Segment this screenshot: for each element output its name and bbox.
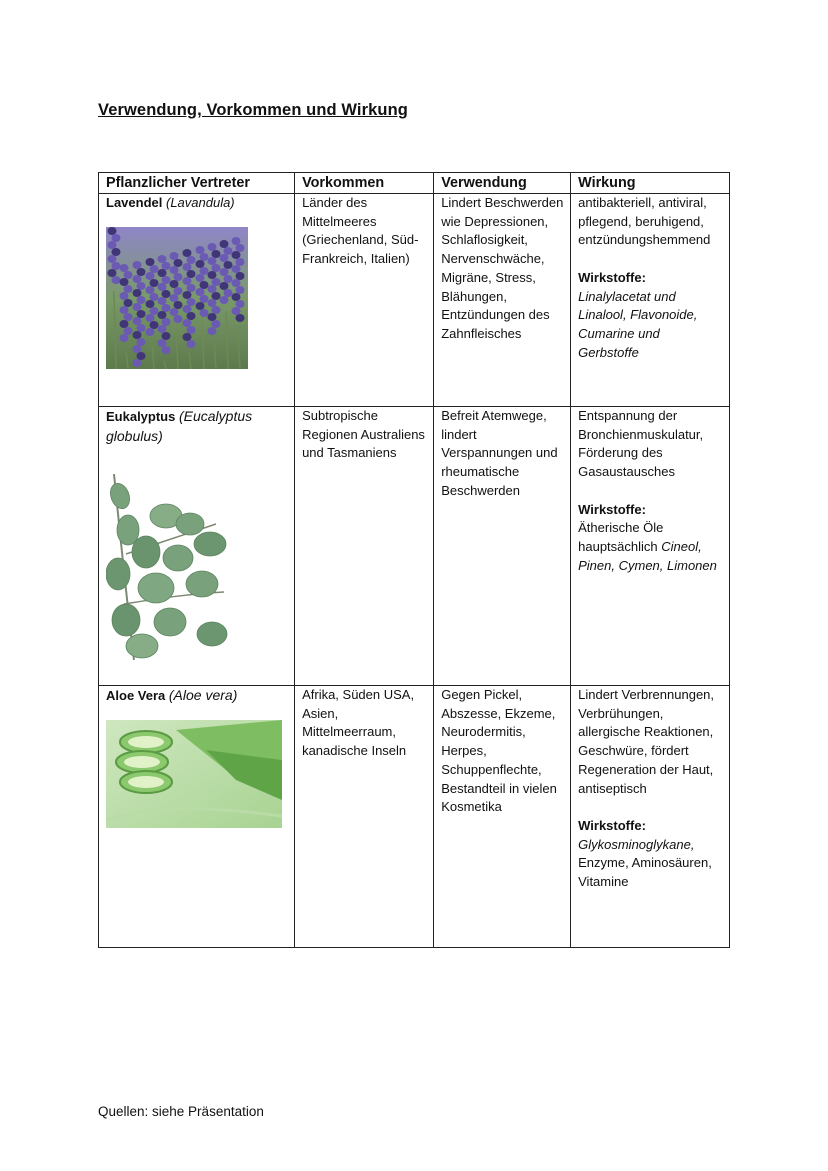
- verwendung-cell: [434, 407, 571, 686]
- vorkommen-text: Afrika, Süden USA, Asien, Mittelmeerraum, kanadische Inseln: [302, 687, 415, 759]
- plant-latin-name: (Aloe vera): [168, 687, 238, 703]
- table-row: [99, 407, 730, 686]
- page-title: Verwendung, Vorkommen und Wirkung: [98, 101, 408, 119]
- plant-table: [98, 172, 730, 948]
- plant-name: Lavendel: [106, 195, 163, 210]
- plant-cell: [99, 407, 295, 686]
- plant-name: Eukalyptus: [106, 409, 176, 424]
- plant-name: Aloe Vera: [106, 688, 166, 703]
- eucalyptus-photo: [106, 474, 288, 666]
- wirkstoffe-italic-text: Cineol, Pinen, Cymen, Limonen: [578, 538, 717, 573]
- wirkstoffe-text: Linalylacetat und Linalool, Flavonoide, Cumarine und Gerbstoffe: [578, 288, 698, 360]
- plant-latin-name: (Lavandula): [165, 195, 235, 210]
- header-wirkung: Wirkung: [571, 173, 730, 194]
- table-row: [99, 194, 730, 407]
- plant-cell: [99, 194, 295, 407]
- wirkstoffe-label: Wirkstoffe:: [578, 269, 646, 285]
- wirkung-cell: [571, 686, 730, 948]
- wirkung-text: Lindert Verbrennungen, Verbrühungen, allergische Reaktionen, Geschwüre, fördert Regeneration der Haut, antiseptisch: [578, 687, 715, 796]
- verwendung-cell: [434, 194, 571, 407]
- wirkstoffe-text: Enzyme, Aminosäuren, Vitamine: [578, 855, 712, 890]
- plant-cell: [99, 686, 295, 948]
- vorkommen-text: Subtropische Regionen Australiens und Tasmaniens: [302, 408, 425, 461]
- vorkommen-cell: [295, 407, 434, 686]
- wirkstoffe-text: Ätherische Öle hauptsächlich: [578, 520, 664, 554]
- sources-footer: Quellen: siehe Präsentation: [98, 1104, 264, 1119]
- lavender-photo: [106, 227, 288, 375]
- vorkommen-cell: [295, 194, 434, 407]
- header-pflanzlicher-vertreter: Pflanzlicher Vertreter: [99, 173, 295, 194]
- vorkommen-text: Länder des Mittelmeeres (Griechenland, Süd-Frankreich, Italien): [302, 195, 419, 267]
- header-vorkommen: Vorkommen: [295, 173, 434, 194]
- table-row: [99, 686, 730, 948]
- verwendung-text: Befreit Atemwege, lindert Verspannungen und rheumatische Beschwerden: [441, 408, 558, 498]
- table-header-row: [99, 173, 730, 194]
- verwendung-text: Lindert Beschwerden wie Depressionen, Schlaflosigkeit, Nervenschwäche, Migräne, Stress, Blähungen, Entzündungen des Zahnfleisches: [441, 195, 564, 341]
- wirkung-cell: [571, 407, 730, 686]
- wirkstoffe-label: Wirkstoffe:: [578, 501, 646, 517]
- verwendung-text: Gegen Pickel, Abszesse, Ekzeme, Neurodermitis, Herpes, Schuppenflechte, Bestandteil in vielen Kosmetika: [441, 687, 557, 815]
- verwendung-cell: [434, 686, 571, 948]
- wirkung-text: antibakteriell, antiviral, pflegend, beruhigend, entzündungshemmend: [578, 195, 711, 248]
- wirkung-text: Entspannung der Bronchienmuskulatur, Förderung des Gasaustausches: [578, 408, 704, 480]
- wirkstoffe-label: Wirkstoffe:: [578, 817, 646, 833]
- aloe-vera-photo: [106, 720, 288, 834]
- plant-latin-name: (Eucalyptus globulus): [106, 408, 253, 444]
- wirkung-cell: [571, 194, 730, 407]
- header-verwendung: Verwendung: [434, 173, 571, 194]
- vorkommen-cell: [295, 686, 434, 948]
- wirkstoffe-italic-text: Glykosminoglykane,: [578, 836, 695, 852]
